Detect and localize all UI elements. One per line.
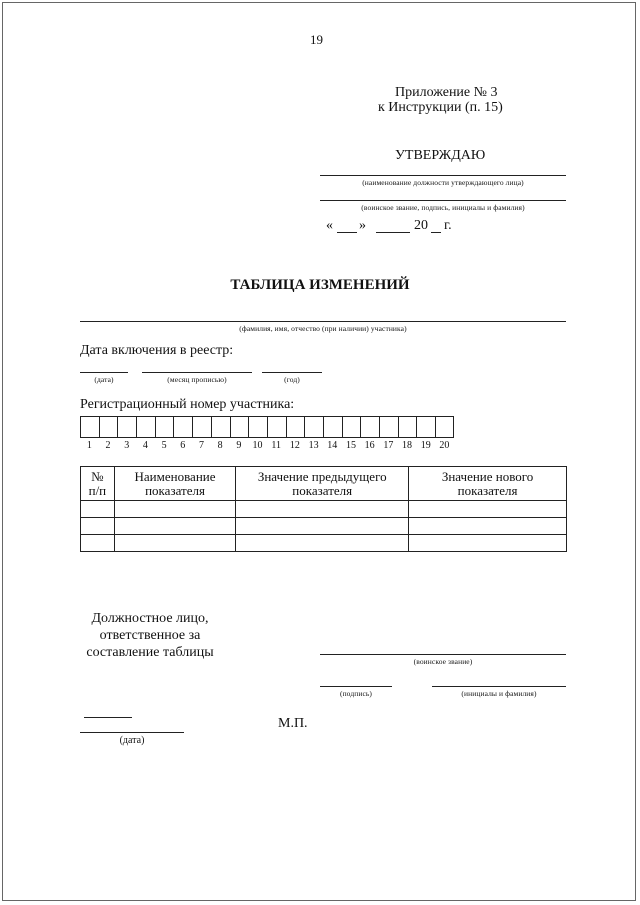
- table-cell[interactable]: [81, 518, 115, 535]
- table-header-row: [81, 467, 567, 501]
- reg-number-digit-label: 10: [252, 440, 263, 451]
- reg-number-digit-label: 7: [198, 440, 204, 451]
- reg-number-digit-label: 13: [308, 440, 319, 451]
- reg-number-digit-label: 20: [439, 440, 450, 451]
- reg-number-cell[interactable]: [398, 416, 417, 438]
- approval-date-year: 20: [414, 218, 428, 233]
- reg-number-cell[interactable]: [155, 416, 174, 438]
- table-row: [81, 535, 567, 552]
- bottom-date-caption: (дата): [119, 735, 145, 746]
- reg-number-digit-label: 4: [142, 440, 148, 451]
- table-cell[interactable]: [114, 518, 236, 535]
- approval-date-open-quote: «: [326, 218, 333, 233]
- signatory-name-line[interactable]: [432, 686, 566, 687]
- table-row: [81, 518, 567, 535]
- header-new-value: Значение нового показателя: [409, 467, 567, 501]
- bottom-date-short-line[interactable]: [84, 717, 132, 718]
- approval-date-close-quote: »: [359, 218, 366, 233]
- reg-number-digit-label: 19: [420, 440, 431, 451]
- table-cell[interactable]: [236, 518, 409, 535]
- signatory-rank-caption: (воинское звание): [413, 657, 473, 666]
- reg-number-digit-label: 17: [383, 440, 394, 451]
- registry-year-caption: (год): [284, 375, 300, 384]
- table-cell[interactable]: [236, 535, 409, 552]
- reg-number-cell[interactable]: [80, 416, 99, 438]
- reg-number-digit-label: 2: [105, 440, 111, 451]
- reg-number-label: Регистрационный номер участника:: [80, 397, 295, 412]
- reg-number-digit-label: 8: [217, 440, 223, 451]
- reg-number-digit-label: 16: [364, 440, 375, 451]
- reg-number-cell[interactable]: [379, 416, 398, 438]
- reg-number-digit-label: 3: [124, 440, 130, 451]
- approver-position-line[interactable]: [320, 175, 566, 176]
- reg-number-digit-label: 12: [289, 440, 300, 451]
- registry-date-label: Дата включения в реестр:: [80, 343, 234, 358]
- reg-number-cell[interactable]: [173, 416, 192, 438]
- registry-day-caption: (дата): [94, 375, 114, 384]
- table-cell[interactable]: [81, 501, 115, 518]
- signatory-rank-line[interactable]: [320, 654, 566, 655]
- appendix-line-2: к Инструкции (п. 15): [378, 100, 503, 115]
- header-no: № п/п: [81, 467, 115, 501]
- reg-number-digit-label: 18: [402, 440, 413, 451]
- table-cell[interactable]: [114, 535, 236, 552]
- reg-number-cell[interactable]: [304, 416, 323, 438]
- reg-number-digit-label: 11: [271, 440, 282, 451]
- reg-number-cell[interactable]: [360, 416, 379, 438]
- table-cell[interactable]: [81, 535, 115, 552]
- table-row: [81, 501, 567, 518]
- signatory-name-caption: (инициалы и фамилия): [461, 689, 537, 698]
- reg-number-cell[interactable]: [230, 416, 249, 438]
- signatory-signature-line[interactable]: [320, 686, 392, 687]
- header-prev-value: Значение предыдущего показателя: [236, 467, 409, 501]
- approval-month-line[interactable]: [376, 232, 410, 233]
- reg-number-digit-label: 9: [236, 440, 242, 451]
- signatory-text: [80, 610, 220, 661]
- approver-position-caption: (наименование должности утверждающего лица): [362, 178, 524, 187]
- reg-number-cell[interactable]: [99, 416, 118, 438]
- reg-number-cell[interactable]: [248, 416, 267, 438]
- reg-number-cell[interactable]: [323, 416, 342, 438]
- reg-number-grid: [80, 416, 454, 438]
- reg-number-digit-label: 1: [86, 440, 92, 451]
- table-cell[interactable]: [409, 535, 567, 552]
- registry-day-line[interactable]: [80, 372, 128, 373]
- signatory-line-2: ответственное за: [99, 628, 201, 643]
- reg-number-cell[interactable]: [211, 416, 230, 438]
- stamp-placeholder: М.П.: [278, 716, 308, 731]
- signatory-line-1: Должностное лицо,: [91, 611, 209, 626]
- approver-rank-caption: (воинское звание, подпись, инициалы и фамилия): [361, 203, 525, 212]
- page-frame: [2, 2, 636, 901]
- registry-year-line[interactable]: [262, 372, 322, 373]
- registry-month-line[interactable]: [142, 372, 252, 373]
- document-title: ТАБЛИЦА ИЗМЕНЕНИЙ: [230, 277, 410, 293]
- page-number: 19: [310, 32, 323, 47]
- table-cell[interactable]: [114, 501, 236, 518]
- reg-number-cell[interactable]: [267, 416, 286, 438]
- reg-number-cell[interactable]: [435, 416, 454, 438]
- approval-title: УТВЕРЖДАЮ: [395, 148, 486, 163]
- reg-number-cell[interactable]: [342, 416, 361, 438]
- header-name: Наименование показателя: [114, 467, 236, 501]
- registry-month-caption: (месяц прописью): [167, 375, 227, 384]
- reg-number-cell[interactable]: [286, 416, 305, 438]
- approval-date-suffix: г.: [444, 218, 452, 233]
- signatory-signature-caption: (подпись): [339, 689, 373, 698]
- reg-number-digit-label: 15: [345, 440, 356, 451]
- changes-table: [80, 466, 567, 552]
- approval-year-line[interactable]: [431, 232, 441, 233]
- reg-number-cell[interactable]: [117, 416, 136, 438]
- reg-number-digit-label: 14: [327, 440, 338, 451]
- approver-rank-line[interactable]: [320, 200, 566, 201]
- participant-name-line[interactable]: [80, 321, 566, 322]
- reg-number-digit-labels: [80, 440, 454, 451]
- reg-number-cell[interactable]: [192, 416, 211, 438]
- reg-number-digit-label: 5: [161, 440, 167, 451]
- appendix-line-1: Приложение № 3: [395, 85, 498, 100]
- bottom-date-line[interactable]: [80, 732, 184, 733]
- reg-number-cell[interactable]: [416, 416, 435, 438]
- reg-number-digit-label: 6: [180, 440, 186, 451]
- table-cell[interactable]: [236, 501, 409, 518]
- signatory-line-3: составление таблицы: [86, 645, 214, 660]
- table-cell[interactable]: [409, 518, 567, 535]
- reg-number-cell[interactable]: [136, 416, 155, 438]
- approval-day-line[interactable]: [337, 232, 357, 233]
- table-cell[interactable]: [409, 501, 567, 518]
- participant-name-caption: (фамилия, имя, отчество (при наличии) участника): [239, 324, 407, 333]
